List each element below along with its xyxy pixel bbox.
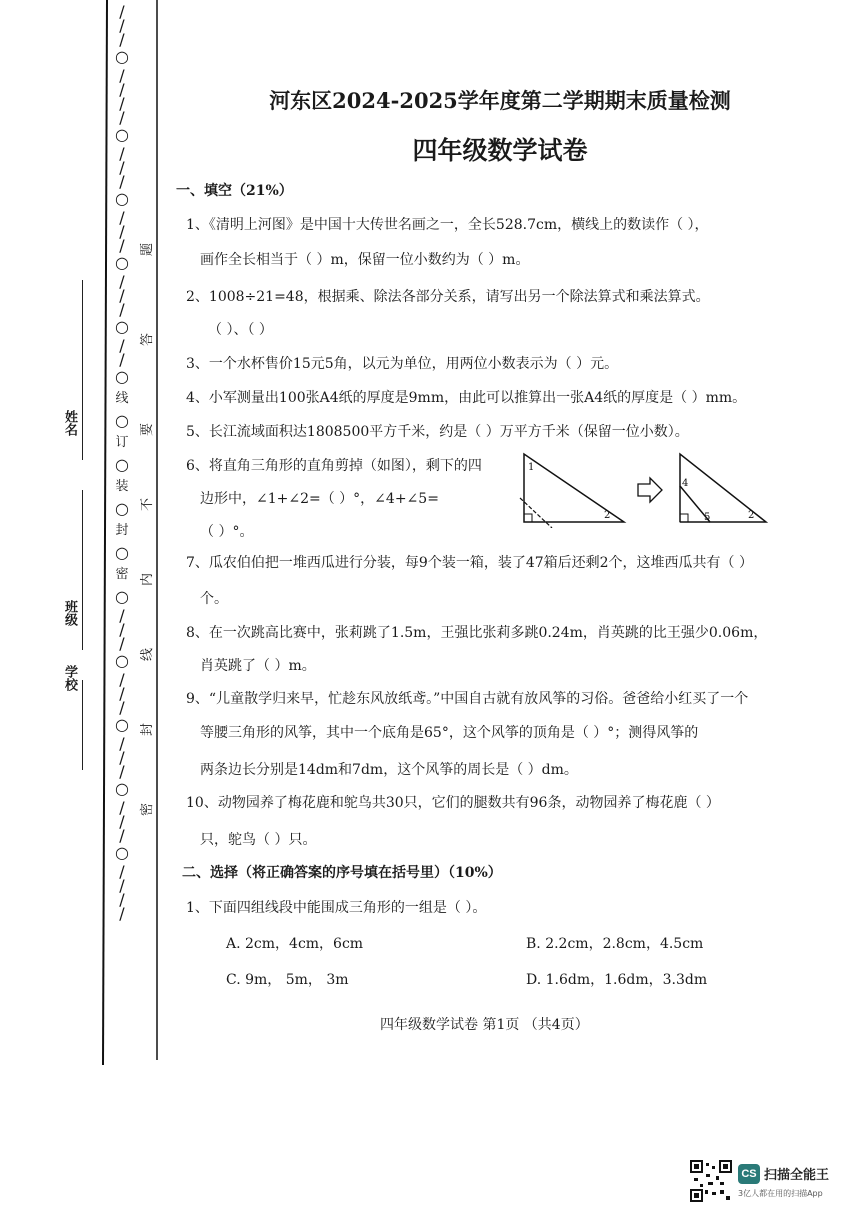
seal-slash: / — [119, 66, 125, 85]
seal-circle-icon: ○ — [115, 367, 129, 386]
left-angle-1: 1 — [528, 462, 535, 473]
seal-slash: / — [119, 222, 125, 241]
seal-circle-icon: ○ — [115, 779, 129, 798]
seal-slash: / — [119, 2, 125, 21]
q8-line2: 肖英跳了（ ）m。 — [200, 658, 316, 674]
seal-slash: / — [119, 30, 125, 49]
q4: 4、小军测量出100张A4纸的厚度是9mm，由此可以推算出一张A4纸的厚度是（ ）mm。 — [186, 390, 747, 406]
q2-line1: 2、1008÷21=48，根据乘、除法各部分关系，请写出另一个除法算式和乘法算式。 — [186, 289, 710, 305]
triangle-figure — [516, 446, 816, 528]
seal-circle-icon: ○ — [115, 587, 129, 606]
q9-line1: 9、“儿童散学归来早，忙趁东风放纸鸢。”中国自古就有放风筝的习俗。爸爸给小红买了一个 — [186, 691, 749, 707]
section2-heading: 二、选择（将正确答案的序号填在括号里）（10%） — [182, 865, 502, 881]
q5: 5、长江流域面积达1808500平方千米，约是（ ）万平方千米（保留一位小数）。 — [186, 424, 689, 440]
seal-slash: / — [119, 172, 125, 191]
option-d: D. 1.6dm，1.6dm，3.3dm — [526, 972, 708, 988]
page-footer: 四年级数学试卷 第1页 （共4页） — [380, 1017, 589, 1033]
seal-slash: / — [119, 684, 125, 703]
seal-slash: / — [119, 350, 125, 369]
right-angle-2: 2 — [748, 510, 755, 521]
q9-line3: 两条边长分别是14dm和7dm，这个风筝的周长是（ ）dm。 — [200, 762, 578, 778]
right-angle-5: 5 — [704, 512, 711, 523]
warning-char: 答 — [140, 332, 156, 347]
qr-code-icon — [690, 1160, 732, 1202]
seal-slash: / — [119, 236, 125, 255]
seal-slash: / — [119, 634, 125, 653]
seal-char: 密 — [115, 567, 129, 582]
q7-line2: 个。 — [200, 591, 228, 607]
seal-char: 装 — [115, 479, 129, 494]
seal-slash: / — [119, 336, 125, 355]
seal-slash: / — [119, 798, 125, 817]
seal-slash: / — [119, 762, 125, 781]
seal-slash: / — [119, 890, 125, 909]
warning-char: 线 — [140, 647, 156, 662]
seal-circle-icon: ○ — [115, 455, 129, 474]
seal-slash: / — [119, 670, 125, 689]
seal-circle-icon: ○ — [115, 543, 129, 562]
warning-char: 题 — [140, 242, 156, 257]
warning-char: 封 — [140, 722, 156, 737]
seal-slash: / — [119, 80, 125, 99]
section1-heading: 一、填空（21%） — [176, 183, 293, 199]
q3: 3、一个水杯售价15元5角，以元为单位，用两位小数表示为（ ）元。 — [186, 356, 619, 372]
seal-slash: / — [119, 16, 125, 35]
q1-line2: 画作全长相当于（ ）m，保留一位小数约为（ ）m。 — [200, 252, 530, 268]
q6-line3: （ ）°。 — [200, 524, 254, 540]
warning-char: 要 — [140, 422, 156, 437]
cs-logo-icon: CS — [738, 1164, 760, 1184]
seal-char: 订 — [115, 435, 129, 450]
seal-circle-icon: ○ — [115, 253, 129, 272]
seal-circle-icon: ○ — [115, 47, 129, 66]
seal-slash: / — [119, 158, 125, 177]
seal-circle-icon: ○ — [115, 651, 129, 670]
left-angle-2: 2 — [604, 510, 611, 521]
q8-line1: 8、在一次跳高比赛中，张莉跳了1.5m，王强比张莉多跳0.24m，肖英跳的比王强少0.06m， — [186, 625, 768, 641]
warning-char: 内 — [140, 572, 156, 587]
q6-line1: 6、将直角三角形的直角剪掉（如图），剩下的四 — [186, 458, 482, 474]
binding-strip — [95, 0, 165, 1070]
seal-slash: / — [119, 826, 125, 845]
seal-slash: / — [119, 620, 125, 639]
seal-slash: / — [119, 272, 125, 291]
seal-slash: / — [119, 748, 125, 767]
class-label: 班级 — [62, 600, 77, 626]
seal-slash: / — [119, 108, 125, 127]
seal-slash: / — [119, 286, 125, 305]
seal-circle-icon: ○ — [115, 843, 129, 862]
seal-slash: / — [119, 208, 125, 227]
seal-slash: / — [119, 94, 125, 113]
q6-line2: 边形中，∠1+∠2=（ ）°，∠4+∠5= — [200, 491, 439, 507]
option-c: C. 9m， 5m， 3m — [226, 972, 349, 988]
seal-slash: / — [119, 904, 125, 923]
seal-slash: / — [119, 144, 125, 163]
choice-q1: 1、下面四组线段中能围成三角形的一组是（ ）。 — [186, 900, 487, 916]
seal-circle-icon: ○ — [115, 189, 129, 208]
seal-slash: / — [119, 698, 125, 717]
exam-subtitle: 四年级数学试卷 — [412, 136, 588, 165]
school-line — [82, 680, 83, 770]
school-label: 学校 — [62, 665, 77, 691]
warning-char: 密 — [140, 802, 156, 817]
name-line — [82, 280, 83, 460]
q1-line1: 1、《清明上河图》是中国十大传世名画之一，全长528.7cm，横线上的数读作（ ）， — [186, 217, 709, 233]
seal-circle-icon: ○ — [115, 715, 129, 734]
q9-line2: 等腰三角形的风筝，其中一个底角是65°，这个风筝的顶角是（ ）°；测得风筝的 — [200, 725, 699, 741]
seal-slash: / — [119, 876, 125, 895]
name-label: 姓名 — [62, 410, 77, 436]
seal-circle-icon: ○ — [115, 125, 129, 144]
option-b: B. 2.2cm，2.8cm，4.5cm — [526, 936, 704, 952]
q10-line2: 只，鸵鸟（ ）只。 — [200, 832, 317, 848]
q10-line1: 10、动物园养了梅花鹿和鸵鸟共30只，它们的腿数共有96条，动物园养了梅花鹿（ ） — [186, 795, 720, 811]
seal-slash: / — [119, 606, 125, 625]
q2-line2: （ ）、（ ） — [208, 322, 273, 338]
seal-char: 封 — [115, 523, 129, 538]
seal-slash: / — [119, 734, 125, 753]
seal-char: 线 — [115, 391, 129, 406]
seal-slash: / — [119, 300, 125, 319]
class-line — [82, 490, 83, 650]
scanner-watermark — [690, 1158, 850, 1208]
arrow-icon — [638, 478, 662, 502]
warning-char: 不 — [140, 497, 156, 512]
exam-title: 河东区2024-2025学年度第二学期期末质量检测 — [269, 88, 731, 113]
scanner-brand: 扫描全能王 — [764, 1168, 830, 1183]
seal-circle-icon: ○ — [115, 499, 129, 518]
seal-circle-icon: ○ — [115, 317, 129, 336]
seal-slash: / — [119, 862, 125, 881]
q7-line1: 7、瓜农伯伯把一堆西瓜进行分装，每9个装一箱，装了47箱后还剩2个，这堆西瓜共有（ ） — [186, 555, 753, 571]
seal-slash: / — [119, 812, 125, 831]
option-a: A. 2cm，4cm，6cm — [226, 936, 364, 952]
scanner-tagline: 3亿人都在用的扫描App — [738, 1189, 823, 1198]
seal-circle-icon: ○ — [115, 411, 129, 430]
right-angle-4: 4 — [682, 478, 689, 489]
